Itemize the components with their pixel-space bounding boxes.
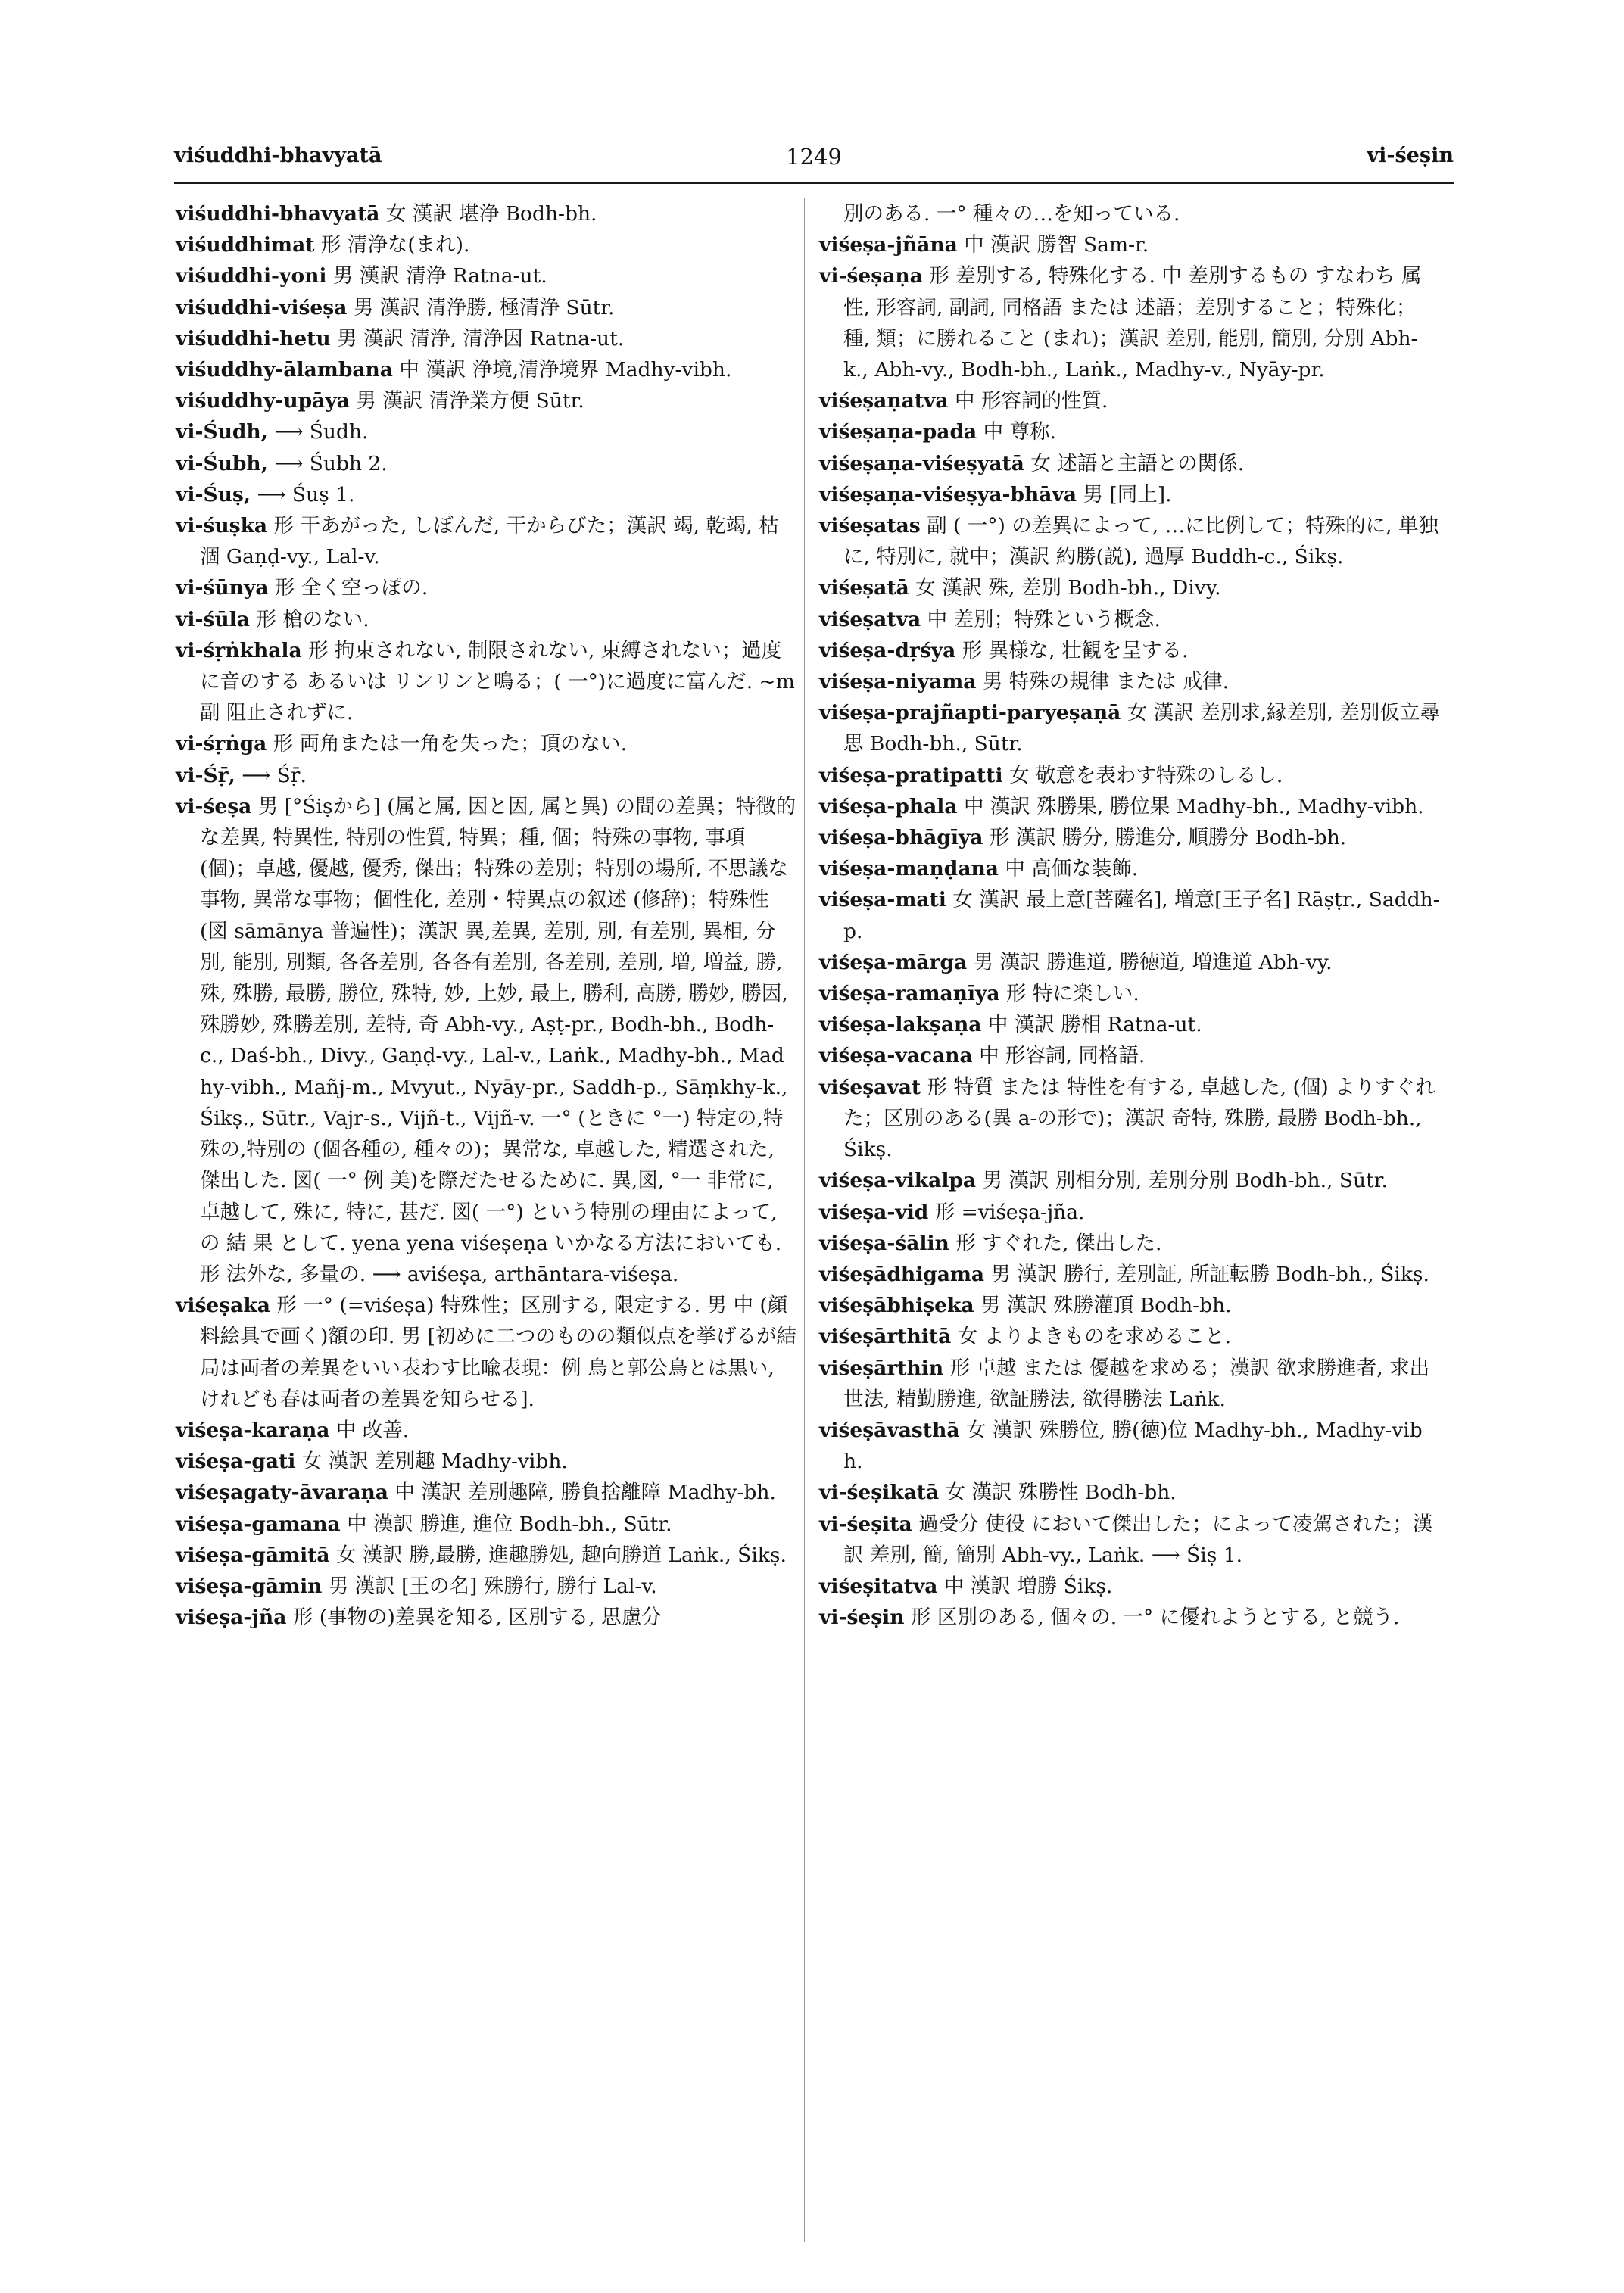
- entry-headword: viśeṣa-lakṣaṇa: [819, 1013, 982, 1037]
- entry-headword: viśeṣatas: [819, 514, 921, 538]
- entry-definition: 中 漢訳 勝智 Sam-r.: [957, 233, 1149, 257]
- entry-definition: 形 漢訳 勝分, 勝進分, 順勝分 Bodh-bh.: [983, 826, 1347, 850]
- entry-headword: viśuddhy-upāya: [176, 389, 350, 413]
- dictionary-entry: [819, 1040, 1442, 1071]
- dictionary-entry: [819, 416, 1442, 447]
- entry-definition: 中 尊称.: [977, 420, 1056, 444]
- entry-headword: viśeṣa-jñāna: [819, 233, 958, 257]
- entry-headword: viśeṣa-gati: [176, 1450, 296, 1474]
- entry-definition: 形 異様な, 壮観を呈する.: [955, 638, 1189, 662]
- entry-headword: viśuddhi-bhavyatā: [176, 202, 380, 226]
- entry-definition: 形 両角または一角を失った；頂のない.: [267, 732, 628, 756]
- entry-definition: ⟶ Śubh 2.: [267, 451, 388, 475]
- dictionary-entry: [176, 791, 796, 1290]
- entry-definition: 形 拘束されない, 制限されない, 束縛されない；過度に音のする あるいは リンリンと鳴る；( 一°)に過度に富んだ. ~m 副 阻止されずに.: [200, 638, 802, 725]
- page-number: 1249: [786, 144, 842, 170]
- column-divider: [804, 198, 805, 2242]
- entry-definition: 男 [°Śiṣから] (属と属, 因と因, 属と異) の間の差異；特徴的な差異, 特異性, 特別の性質, 特異；種, 個；特殊の事物, 事項(個)；卓越, 優越, 優秀, 傑出；特殊の差別；特別の場所, 不思議な事物, 異常な事物；個性化, 差別・特異点の叙述 (修辞)；特殊性 (図 sāmānya 普遍性)；漢訳 異,差異, 差別, 別, 有差別, 異相, 分別, 能別, 別類, 各各差別, 各各有差別, 各差別, 差別, 増, 増益, 勝, 殊, 殊勝, 最勝, 勝位, 殊特, 妙, 上妙, 最上, 勝利, 高勝, 勝妙, 勝因, 殊勝妙, 殊勝差別, 差特, 奇 Abh-vy., Aṣṭ-pr., Bodh-bh., Bodh-c., Daś-bh., Divy., Gaṇḍ-vy., Lal-v., Laṅk., Madhy-bh., Madhy-vibh., Mañj-m., Mvyut., Nyāy-pr., Saddh-p., Sāṃkhy-k., Śikṣ., Sūtr., Vajr-s., Vijñ-t., Vijñ-v. 一° (ときに °一) 特定の,特殊の,特別の (個各種の, 種々の)；異常な, 卓越した, 精選された, 傑出した. 図( 一° 例 美)を際だたせるために. 異,図, °一 非常に, 卓越して, 殊に, 特に, 甚だ. 図( 一°) という特別の理由によって, の 結 果 として. yena yena viśeṣeṇa いかなる方法においても. 形 法外な, 多量の. ⟶ aviśeṣa, arthāntara-viśeṣa.: [200, 794, 796, 1286]
- dictionary-entry: [176, 1602, 796, 1633]
- entry-definition: 形 一° (=viśeṣa) 特殊性；区別する, 限定する. 男 中 (顔料絵具で画く)額の印. 男 [初めに二つのものの類似点を挙げるが結局は両者の差異をいい表わす比喩表現：例 烏と郭公鳥とは黒い, けれども春は両者の差異を知らせる].: [200, 1294, 796, 1411]
- dictionary-entry: [176, 760, 796, 791]
- dictionary-entry: [176, 292, 796, 323]
- entry-definition: 女 敬意を表わす特殊のしるし.: [1002, 763, 1283, 787]
- entry-definition: 男 漢訳 殊勝灌頂 Bodh-bh.: [974, 1294, 1232, 1318]
- entry-headword: vi-Śuṣ,: [176, 482, 251, 506]
- entry-headword: viśeṣa-vacana: [819, 1044, 973, 1068]
- entry-headword: vi-Śṝ,: [176, 763, 235, 787]
- entry-definition: 女 述語と主語との関係.: [1024, 451, 1245, 475]
- entry-definition: 過受分 使役 において傑出した；によって凌駕された；漢訳 差別, 簡, 簡別 Abh-vy., Laṅk. ⟶ Śiṣ 1.: [843, 1512, 1433, 1567]
- entry-headword: vi-śeṣikatā: [819, 1481, 940, 1505]
- dictionary-entry: [176, 385, 796, 416]
- dictionary-entry: [176, 1571, 796, 1602]
- entry-definition: 女 漢訳 差別求,縁差別, 差別仮立尋思 Bodh-bh., Sūtr.: [843, 701, 1440, 756]
- entry-definition: 中 漢訳 勝進, 進位 Bodh-bh., Sūtr.: [340, 1512, 672, 1536]
- entry-definition: 形 干あがった, しぼんだ, 干からびた；漢訳 竭, 乾竭, 枯涸 Gaṇḍ-vy., Lal-v.: [200, 514, 779, 569]
- running-head-right: vi-śeṣin: [1367, 144, 1454, 167]
- dictionary-entry: [819, 604, 1442, 635]
- entry-headword: viśuddhi-hetu: [176, 326, 331, 350]
- entry-definition: 男 漢訳 清浄, 清浄因 Ratna-ut.: [330, 326, 625, 350]
- entry-headword: viśeṣa-ramaṇīya: [819, 982, 1000, 1006]
- entry-headword: viśeṣāvasthā: [819, 1418, 960, 1442]
- entry-headword: viśeṣa-bhāgīya: [819, 826, 983, 850]
- entry-headword: viśeṣa-karaṇa: [176, 1418, 330, 1442]
- entry-definition: 女 漢訳 勝,最勝, 進趣勝処, 趣向勝道 Laṅk., Śikṣ.: [329, 1543, 787, 1567]
- entry-headword: vi-śuṣka: [176, 514, 268, 538]
- dictionary-entry: [819, 1509, 1442, 1571]
- dictionary-entry: [819, 1571, 1442, 1602]
- entry-definition: 女 漢訳 堪浄 Bodh-bh.: [379, 202, 597, 226]
- dictionary-entry: [819, 853, 1442, 884]
- entry-headword: viśeṣitatva: [819, 1574, 938, 1598]
- entry-headword: viśuddhy-ālambana: [176, 358, 393, 382]
- entry-headword: viśeṣābhiṣeka: [819, 1294, 974, 1318]
- entry-definition: 女 漢訳 最上意[菩薩名], 増意[王子名] Rāṣṭr., Saddh-p.: [843, 888, 1440, 943]
- entry-headword: viśeṣa-gāmin: [176, 1574, 323, 1598]
- entry-definition: 副 ( 一°) の差異によって, …に比例して；特殊的に, 単独に, 特別に, 就中；漢訳 約勝(説), 過厚 Buddh-c., Śikṣ.: [843, 514, 1439, 569]
- entry-definition: 女 漢訳 殊勝性 Bodh-bh.: [939, 1481, 1177, 1505]
- entry-definition: 男 特殊の規律 または 戒律.: [976, 670, 1230, 694]
- entry-headword: viśeṣa-vikalpa: [819, 1169, 977, 1193]
- dictionary-entry: [819, 1197, 1442, 1228]
- entry-definition: 中 高価な装飾.: [998, 857, 1139, 881]
- dictionary-entry: [176, 479, 796, 510]
- entry-headword: viśuddhi-viśeṣa: [176, 295, 348, 319]
- entry-definition: 女 漢訳 殊, 差別 Bodh-bh., Divy.: [909, 576, 1221, 600]
- entry-headword: viśeṣa-jña: [176, 1606, 287, 1630]
- dictionary-entry: [819, 448, 1442, 479]
- header-rule: [174, 182, 1454, 184]
- dictionary-entry: [176, 198, 796, 229]
- dictionary-entry: [176, 572, 796, 603]
- entry-headword: viśuddhi-yoni: [176, 264, 327, 288]
- dictionary-entry: [819, 697, 1442, 759]
- dictionary-entry: [819, 947, 1442, 978]
- entry-headword: vi-Śubh,: [176, 451, 268, 475]
- entry-definition: 中 形容詞的性質.: [948, 389, 1108, 413]
- left-column: [176, 198, 802, 2257]
- entry-headword: viśeṣaṇa-viśeṣya-bhāva: [819, 482, 1077, 506]
- entry-definition: 男 [同上].: [1077, 482, 1172, 506]
- entry-headword: viśeṣārthin: [819, 1356, 944, 1380]
- entry-headword: vi-śeṣita: [819, 1512, 912, 1536]
- entry-headword: viśeṣa-pratipatti: [819, 763, 1003, 787]
- entry-headword: viśeṣa-śālin: [819, 1231, 949, 1255]
- dictionary-entry: [819, 884, 1442, 946]
- dictionary-entry: [819, 1415, 1442, 1477]
- right-column: [819, 198, 1442, 2257]
- entry-definition: 中 差別；特殊という概念.: [921, 607, 1161, 631]
- dictionary-entry: [819, 1072, 1442, 1166]
- entry-headword: viśeṣa-mārga: [819, 950, 968, 974]
- entry-headword: viśeṣatva: [819, 607, 921, 631]
- entry-headword: viśuddhimat: [176, 233, 315, 257]
- dictionary-entry: [819, 822, 1442, 853]
- entry-headword: vi-Śudh,: [176, 420, 268, 444]
- entry-definition: 中 改善.: [329, 1418, 410, 1442]
- dictionary-entry: [176, 260, 796, 291]
- entry-headword: vi-śeṣaṇa: [819, 264, 923, 288]
- entry-headword: vi-śūla: [176, 607, 250, 631]
- entry-headword: viśeṣatā: [819, 576, 909, 600]
- entry-definition: 女 よりよきものを求めること.: [951, 1325, 1232, 1349]
- entry-headword: viśeṣārthitā: [819, 1325, 952, 1349]
- entry-definition: 形 全く空っぽの.: [268, 576, 429, 600]
- entry-definition: 男 漢訳 清浄勝, 極清浄 Sūtr.: [347, 295, 615, 319]
- dictionary-entry: [819, 385, 1442, 416]
- dictionary-entry: [819, 198, 1442, 229]
- dictionary-entry: [819, 1290, 1442, 1321]
- dictionary-entry: [819, 1009, 1442, 1040]
- entry-headword: vi-śeṣa: [176, 794, 252, 818]
- dictionary-entry: [176, 604, 796, 635]
- entry-definition: 中 漢訳 殊勝果, 勝位果 Madhy-bh., Madhy-vibh.: [957, 794, 1424, 818]
- dictionary-entry: [176, 1290, 796, 1415]
- entry-headword: viśeṣaṇatva: [819, 389, 949, 413]
- entry-headword: viśeṣa-prajñapti-paryeṣaṇā: [819, 701, 1121, 725]
- dictionary-entry: [819, 260, 1442, 385]
- entry-headword: viśeṣavat: [819, 1075, 921, 1099]
- entry-headword: viśeṣa-vid: [819, 1200, 929, 1224]
- entry-headword: viśeṣa-dṛśya: [819, 638, 956, 662]
- entry-headword: viśeṣa-niyama: [819, 670, 977, 694]
- dictionary-entry: [819, 1259, 1442, 1290]
- dictionary-entry: [176, 635, 802, 729]
- dictionary-entry: [819, 1165, 1442, 1196]
- dictionary-entry: [176, 1509, 796, 1540]
- dictionary-entry: [819, 229, 1442, 260]
- dictionary-entry: [819, 572, 1442, 603]
- entry-headword: viśeṣa-mati: [819, 888, 946, 912]
- entry-definition: 中 形容詞, 同格語.: [972, 1044, 1146, 1068]
- dictionary-entry: [819, 791, 1442, 822]
- dictionary-entry: [176, 354, 796, 385]
- entry-definition: 女 漢訳 差別趣 Madhy-vibh.: [295, 1450, 568, 1474]
- entry-headword: vi-śṛṅkhala: [176, 638, 302, 662]
- dictionary-entry: [176, 448, 796, 479]
- entry-headword: viśeṣaka: [176, 1294, 270, 1318]
- dictionary-entry: [819, 760, 1442, 791]
- entry-headword: viśeṣa-phala: [819, 794, 958, 818]
- entry-definition: 女 漢訳 殊勝位, 勝(徳)位 Madhy-bh., Madhy-vibh.: [843, 1418, 1423, 1474]
- entry-headword: viśeṣa-maṇḍana: [819, 857, 999, 881]
- entry-definition: 男 漢訳 勝行, 差別証, 所証転勝 Bodh-bh., Śikṣ.: [984, 1262, 1429, 1286]
- entry-definition: 形 特質 または 特性を有する, 卓越した, (個) よりすぐれた；区別のある(異 a-の形で)；漢訳 奇特, 殊勝, 最勝 Bodh-bh., Śikṣ.: [843, 1075, 1435, 1162]
- entry-headword: vi-śūnya: [176, 576, 269, 600]
- dictionary-entry: [819, 1477, 1442, 1508]
- entry-definition: 形 =viśeṣa-jña.: [928, 1200, 1085, 1224]
- entry-definition: 形 槍のない.: [249, 607, 369, 631]
- entry-definition: 男 漢訳 別相分別, 差別分別 Bodh-bh., Sūtr.: [976, 1169, 1388, 1193]
- dictionary-entry: [176, 416, 796, 447]
- entry-definition: 形 すぐれた, 傑出した.: [949, 1231, 1162, 1255]
- dictionary-entry: [819, 1321, 1442, 1352]
- dictionary-entry: [176, 229, 796, 260]
- entry-definition: 中 漢訳 差別趣障, 勝負捨離障 Madhy-bh.: [388, 1481, 776, 1505]
- entry-definition: 形 特に楽しい.: [999, 982, 1139, 1006]
- entry-definition: ⟶ Śṝ.: [235, 763, 307, 787]
- dictionary-entry: [819, 479, 1442, 510]
- running-head-left: viśuddhi-bhavyatā: [174, 144, 382, 167]
- dictionary-entry: [176, 1415, 796, 1446]
- dictionary-entry: [819, 666, 1442, 697]
- entry-definition: 形 卓越 または 優越を求める；漢訳 欲求勝進者, 求出世法, 精勤勝進, 欲証勝法, 欲得勝法 Laṅk.: [843, 1356, 1430, 1411]
- entry-definition: 男 漢訳 [王の名] 殊勝行, 勝行 Lal-v.: [322, 1574, 657, 1598]
- entry-definition: 男 漢訳 清浄 Ratna-ut.: [326, 264, 547, 288]
- entry-definition: 中 漢訳 勝相 Ratna-ut.: [981, 1013, 1202, 1037]
- entry-definition: 別のある. 一° 種々の…を知っている.: [843, 202, 1180, 226]
- entry-definition: 男 漢訳 勝進道, 勝徳道, 増進道 Abh-vy.: [967, 950, 1333, 974]
- dictionary-entry: [819, 978, 1442, 1009]
- entry-headword: viśeṣa-gāmitā: [176, 1543, 330, 1567]
- entry-definition: 中 漢訳 浄境,清浄境界 Madhy-vibh.: [392, 358, 732, 382]
- dictionary-entry: [819, 635, 1442, 666]
- dictionary-entry: [176, 1446, 796, 1477]
- dictionary-entry: [819, 1228, 1442, 1259]
- entry-headword: viśeṣa-gamana: [176, 1512, 341, 1536]
- entry-definition: 形 清浄な(まれ).: [314, 233, 470, 257]
- entry-headword: viśeṣādhigama: [819, 1262, 985, 1286]
- dictionary-entry: [176, 323, 796, 354]
- dictionary-entry: [819, 1353, 1442, 1415]
- dictionary-entry: [819, 1602, 1442, 1633]
- entry-headword: vi-śṛṅga: [176, 732, 267, 756]
- dictionary-entry: [176, 1477, 796, 1508]
- entry-definition: ⟶ Śuṣ 1.: [251, 482, 355, 506]
- dictionary-entry: [176, 510, 796, 572]
- entry-definition: 形 差別する, 特殊化する. 中 差別するもの すなわち 属性, 形容詞, 副詞, 同格語 または 述語；差別すること；特殊化；種, 類；に勝れること (まれ)；漢訳 差別, 能別, 簡別, 分別 Abh-k., Abh-vy., Bodh-bh., Laṅk., Madhy-v., Nyāy-pr.: [843, 264, 1422, 382]
- entry-headword: viśeṣaṇa-viśeṣyatā: [819, 451, 1024, 475]
- entry-headword: viśeṣagaty-āvaraṇa: [176, 1481, 388, 1505]
- entry-definition: 形 区別のある, 個々の. 一° に優れようとする, と競う.: [904, 1606, 1400, 1630]
- entry-headword: viśeṣaṇa-pada: [819, 420, 977, 444]
- dictionary-entry: [176, 728, 796, 759]
- entry-definition: ⟶ Śudh.: [267, 420, 369, 444]
- dictionary-entry: [176, 1540, 796, 1571]
- entry-headword: vi-śeṣin: [819, 1606, 905, 1630]
- entry-definition: 中 漢訳 増勝 Śikṣ.: [937, 1574, 1113, 1598]
- dictionary-entry: [819, 510, 1442, 572]
- entry-definition: 形 (事物の)差異を知る, 区別する, 思慮分: [286, 1606, 662, 1630]
- page-header: [174, 144, 1454, 182]
- entry-definition: 男 漢訳 清浄業方便 Sūtr.: [349, 389, 584, 413]
